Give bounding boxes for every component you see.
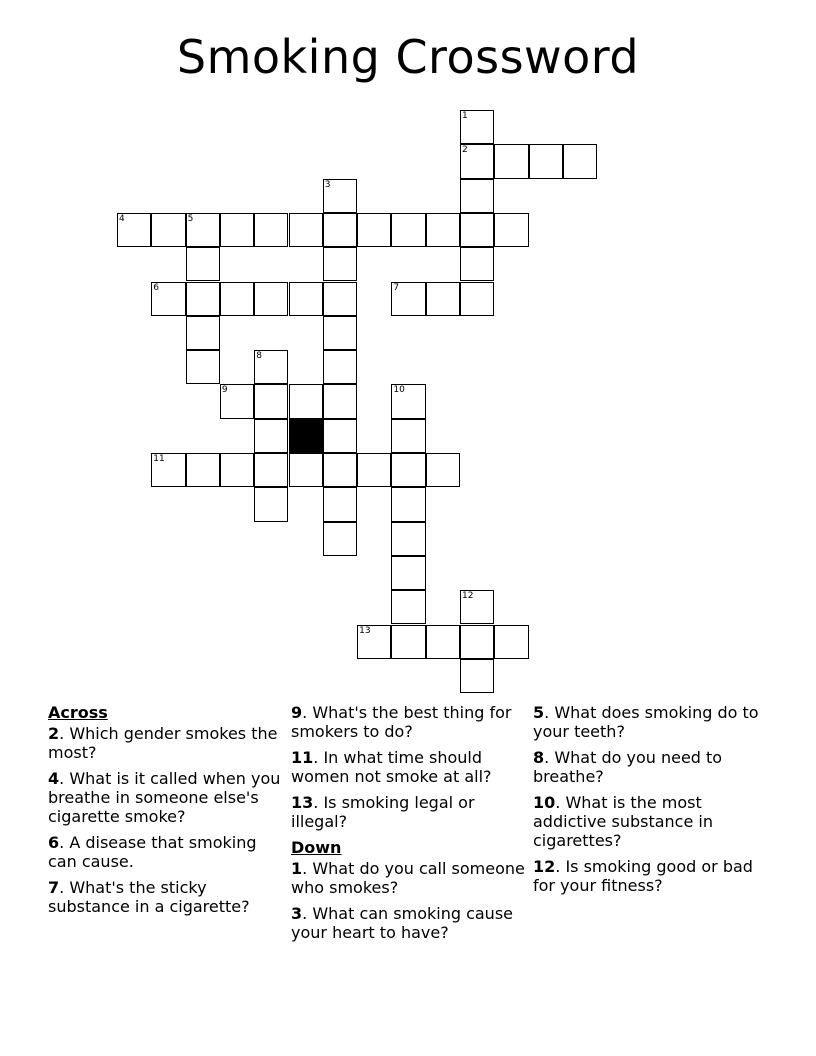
grid-cell[interactable]: [186, 282, 220, 316]
grid-cell[interactable]: [186, 316, 220, 350]
grid-cell[interactable]: [529, 144, 563, 178]
grid-cell[interactable]: [460, 213, 494, 247]
grid-cell[interactable]: [323, 282, 357, 316]
grid-cell[interactable]: [151, 282, 185, 316]
grid-cell[interactable]: [426, 213, 460, 247]
grid-cell[interactable]: [323, 522, 357, 556]
grid-cell[interactable]: [289, 213, 323, 247]
grid-cell[interactable]: [391, 590, 425, 624]
grid-cell[interactable]: [494, 625, 528, 659]
grid-cell[interactable]: [460, 110, 494, 144]
clues-column-3: [533, 703, 769, 902]
grid-cell[interactable]: [460, 144, 494, 178]
cell-number: 11: [153, 454, 165, 464]
grid-cell[interactable]: [460, 179, 494, 213]
clue-text: . What do you need to breathe?: [533, 748, 723, 786]
clue-number: 8: [533, 748, 545, 767]
across-header: Across: [48, 703, 108, 722]
clue-number: 10: [533, 793, 556, 812]
grid-cell[interactable]: [254, 213, 288, 247]
grid-cell[interactable]: [391, 282, 425, 316]
clue-number: 4: [48, 769, 60, 788]
grid-cell[interactable]: [254, 384, 288, 418]
grid-cell[interactable]: [391, 453, 425, 487]
clues-column-1: [48, 703, 284, 923]
grid-cell[interactable]: [323, 453, 357, 487]
clue-item: [533, 857, 769, 895]
grid-cell[interactable]: [186, 350, 220, 384]
grid-cell[interactable]: [460, 590, 494, 624]
grid-cell[interactable]: [117, 213, 151, 247]
clue-text: . What's the best thing for smokers to do?: [291, 703, 512, 741]
grid-cell[interactable]: [186, 453, 220, 487]
clue-text: . What does smoking do to your teeth?: [533, 703, 759, 741]
cell-number: 10: [393, 385, 405, 396]
clue-number: 2: [48, 724, 60, 743]
grid-cell[interactable]: [254, 282, 288, 316]
clue-item: [48, 769, 284, 826]
clue-text: . A disease that smoking can cause.: [48, 833, 257, 871]
clue-text: . Is smoking good or bad for your fitness?: [533, 857, 753, 895]
clue-text: . In what time should women not smoke at all?: [291, 748, 492, 786]
clue-item: [533, 748, 769, 786]
clue-text: . What's the sticky substance in a cigarette?: [48, 878, 250, 916]
grid-cell[interactable]: [254, 487, 288, 521]
grid-cell[interactable]: [323, 384, 357, 418]
clue-item: [533, 793, 769, 850]
clue-number: 12: [533, 857, 556, 876]
clue-item: [48, 878, 284, 916]
grid-cell[interactable]: [357, 625, 391, 659]
grid-cell[interactable]: [426, 453, 460, 487]
grid-cell[interactable]: [391, 213, 425, 247]
clue-item: [291, 703, 527, 741]
grid-cell[interactable]: [254, 350, 288, 384]
grid-cell[interactable]: [254, 453, 288, 487]
grid-cell[interactable]: [323, 213, 357, 247]
clue-item: [48, 724, 284, 762]
grid-cell[interactable]: [460, 282, 494, 316]
cell-number: 12: [462, 591, 474, 602]
clue-number: 7: [48, 878, 60, 897]
grid-cell[interactable]: [391, 556, 425, 590]
grid-cell[interactable]: [323, 487, 357, 521]
cell-number: 1: [462, 111, 468, 121]
clue-item: [291, 793, 527, 831]
grid-cell[interactable]: [186, 247, 220, 281]
clue-item: [48, 833, 284, 871]
grid-cell[interactable]: [391, 522, 425, 556]
clue-text: . What can smoking cause your heart to have?: [291, 904, 513, 942]
clue-text: . What is it called when you breathe in someone else's cigarette smoke?: [48, 769, 281, 826]
grid-cell[interactable]: [220, 453, 254, 487]
cell-number: 2: [462, 145, 468, 156]
clue-item: [291, 748, 527, 786]
clue-number: 11: [291, 748, 314, 767]
grid-cell[interactable]: [494, 144, 528, 178]
grid-cell[interactable]: [494, 213, 528, 247]
grid-cell[interactable]: [254, 419, 288, 453]
grid-cell[interactable]: [289, 282, 323, 316]
cell-number: 3: [324, 179, 331, 190]
grid-cell[interactable]: [391, 384, 425, 418]
clue-number: 3: [291, 904, 303, 923]
page-title: Smoking Crossword: [176, 30, 640, 84]
grid-cell[interactable]: [391, 487, 425, 521]
grid-cell[interactable]: [391, 419, 425, 453]
grid-cell[interactable]: [460, 659, 494, 693]
grid-cell[interactable]: [426, 282, 460, 316]
grid-cell[interactable]: [186, 213, 220, 247]
clue-text: . Which gender smokes the most?: [48, 724, 278, 762]
grid-cell[interactable]: [220, 282, 254, 316]
grid-cell[interactable]: [391, 625, 425, 659]
clue-number: 9: [291, 703, 303, 722]
cell-number: 6: [153, 282, 160, 293]
grid-cell[interactable]: [323, 350, 357, 384]
clue-text: . What is the most addictive substance in cigarettes?: [533, 793, 713, 850]
black-cell: [289, 419, 323, 453]
grid-cell[interactable]: [289, 384, 323, 418]
down-header: Down: [291, 838, 342, 857]
grid-cell[interactable]: [151, 453, 185, 487]
cell-number: 9: [221, 385, 228, 396]
grid-cell[interactable]: [563, 144, 597, 178]
clue-item: [291, 904, 527, 942]
clue-number: 13: [291, 793, 314, 812]
clue-text: . What do you call someone who smokes?: [291, 859, 525, 897]
clue-text: . Is smoking legal or illegal?: [291, 793, 475, 831]
grid-cell[interactable]: [323, 316, 357, 350]
grid-cell[interactable]: [357, 453, 391, 487]
cell-number: 4: [119, 213, 125, 224]
grid-cell[interactable]: [151, 213, 185, 247]
grid-cell[interactable]: [323, 419, 357, 453]
grid-cell[interactable]: [323, 247, 357, 281]
clues-column-2: [291, 703, 527, 949]
grid-cell[interactable]: [460, 247, 494, 281]
cell-number: 5: [187, 213, 194, 224]
cell-number: 13: [359, 625, 371, 636]
cell-number: 8: [256, 351, 262, 362]
grid-cell[interactable]: [323, 179, 357, 213]
clue-number: 5: [533, 703, 545, 722]
grid-cell[interactable]: [289, 453, 323, 487]
clue-number: 6: [48, 833, 60, 852]
grid-cell[interactable]: [220, 213, 254, 247]
grid-cell[interactable]: [220, 384, 254, 418]
grid-cell[interactable]: [460, 625, 494, 659]
grid-cell[interactable]: [357, 213, 391, 247]
cell-number: 7: [393, 282, 400, 293]
clue-number: 1: [291, 859, 303, 878]
clue-item: [533, 703, 769, 741]
grid-cell[interactable]: [426, 625, 460, 659]
clue-item: [291, 859, 527, 897]
